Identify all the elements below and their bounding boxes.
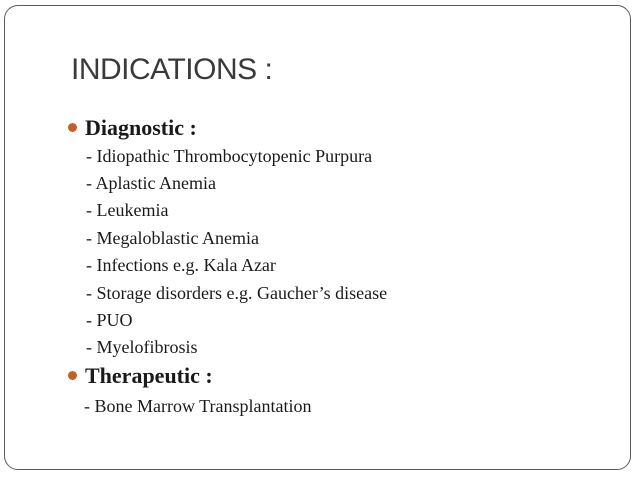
- list-item: - Idiopathic Thrombocytopenic Purpura: [86, 146, 373, 166]
- section-heading: Therapeutic :: [85, 363, 213, 388]
- bullet-therapeutic: [68, 362, 213, 390]
- list-item: - Storage disorders e.g. Gaucher’s disease: [86, 283, 388, 303]
- bullet-dot-icon: [68, 371, 77, 380]
- list-item: - Bone Marrow Transplantation: [84, 396, 312, 416]
- list-item: - Infections e.g. Kala Azar: [86, 255, 276, 275]
- list-item: - Leukemia: [86, 200, 169, 220]
- list-item: - Aplastic Anemia: [86, 173, 216, 193]
- bullet-diagnostic: [68, 114, 197, 142]
- list-item: - Myelofibrosis: [86, 337, 198, 357]
- section-heading: Diagnostic :: [85, 115, 197, 140]
- list-item: - Megaloblastic Anemia: [86, 228, 259, 248]
- list-item: - PUO: [86, 310, 133, 330]
- bullet-dot-icon: [68, 123, 77, 132]
- slide-title: INDICATIONS :: [71, 53, 273, 86]
